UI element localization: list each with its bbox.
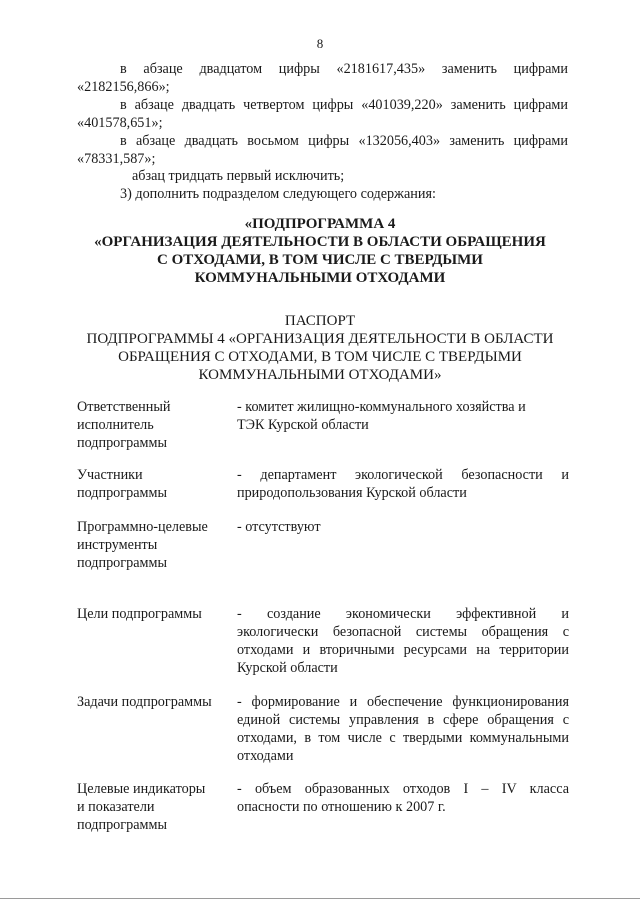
row-label-line: инструменты xyxy=(77,537,158,553)
intro-line-7: абзац тридцать первый исключить; xyxy=(132,168,345,184)
subprogram-title-line-4: КОММУНАЛЬНЫМИ ОТХОДАМИ xyxy=(194,270,446,286)
subprogram-title-line-1: «ПОДПРОГРАММА 4 xyxy=(244,216,396,232)
row-label-goals xyxy=(77,605,227,623)
intro-line-2: «2182156,866»; xyxy=(77,79,170,95)
row-value-line: опасности по отношению к 2007 г. xyxy=(237,799,446,815)
row-value-line: - отсутствуют xyxy=(237,519,321,535)
row-label-instruments xyxy=(77,518,227,572)
row-value-goals xyxy=(237,605,569,677)
intro-line-4: «401578,651»; xyxy=(77,115,163,131)
row-label-line: подпрограммы xyxy=(77,435,167,451)
row-value-responsible xyxy=(237,398,569,434)
row-value-tasks xyxy=(237,693,569,765)
row-label-line: подпрограммы xyxy=(77,485,167,501)
row-value-line: ТЭК Курской области xyxy=(237,417,369,433)
row-label-line: Участники xyxy=(77,467,143,483)
row-label-participants xyxy=(77,466,227,502)
row-label-line: Ответственный xyxy=(77,399,171,415)
row-label-responsible xyxy=(77,398,227,452)
row-label-indicators xyxy=(77,780,227,834)
page-number: 8 xyxy=(316,36,324,51)
passport-title-line-3: КОММУНАЛЬНЫМИ ОТХОДАМИ» xyxy=(198,367,442,383)
intro-line-6: «78331,587»; xyxy=(77,151,156,167)
row-value-participants xyxy=(237,466,569,502)
intro-line-5: в абзаце двадцать восьмом цифры «132056,403» заменить цифрами xyxy=(120,133,568,149)
row-label-line: подпрограммы xyxy=(77,555,167,571)
intro-line-8: 3) дополнить подразделом следующего содержания: xyxy=(120,186,436,202)
row-label-tasks xyxy=(77,693,227,711)
row-value-line: - создание экономически эффективной и xyxy=(237,606,569,622)
row-value-line: экологически безопасной системы обращения с xyxy=(237,624,569,640)
row-value-line: отходами, в том числе с твердыми коммунальными xyxy=(237,730,569,746)
row-label-line: исполнитель xyxy=(77,417,154,433)
intro-line-1: в абзаце двадцатом цифры «2181617,435» заменить цифрами xyxy=(120,61,568,77)
row-value-line: - департамент экологической безопасности и xyxy=(237,467,569,483)
row-label-line: Цели подпрограммы xyxy=(77,606,202,622)
row-value-indicators xyxy=(237,780,569,816)
row-value-line: - формирование и обеспечение функционирования xyxy=(237,694,569,710)
row-value-line: - объем образованных отходов I – IV класса xyxy=(237,781,569,797)
row-label-line: Задачи подпрограммы xyxy=(77,694,212,710)
subprogram-title-line-2: «ОРГАНИЗАЦИЯ ДЕЯТЕЛЬНОСТИ В ОБЛАСТИ ОБРАЩЕНИЯ xyxy=(94,234,546,250)
row-value-line: - комитет жилищно-коммунального хозяйства и xyxy=(237,399,526,415)
row-value-instruments xyxy=(237,518,569,536)
row-label-line: Программно-целевые xyxy=(77,519,208,535)
row-value-line: Курской области xyxy=(237,660,338,676)
row-label-line: и показатели xyxy=(77,799,155,815)
subprogram-title-line-3: С ОТХОДАМИ, В ТОМ ЧИСЛЕ С ТВЕРДЫМИ xyxy=(157,252,483,268)
passport-title-line-2: ОБРАЩЕНИЯ С ОТХОДАМИ, В ТОМ ЧИСЛЕ С ТВЕРДЫМИ xyxy=(118,349,522,365)
passport-title-line-1: ПОДПРОГРАММЫ 4 «ОРГАНИЗАЦИЯ ДЕЯТЕЛЬНОСТИ В ОБЛАСТИ xyxy=(86,331,554,347)
row-value-line: отходами xyxy=(237,748,294,764)
row-label-line: Целевые индикаторы xyxy=(77,781,206,797)
row-value-line: отходами и вторичными ресурсами на территории xyxy=(237,642,569,658)
row-value-line: единой системы управления в сфере обращения с xyxy=(237,712,569,728)
page-bottom-edge xyxy=(0,898,640,899)
passport-heading: ПАСПОРТ xyxy=(284,313,356,329)
row-label-line: подпрограммы xyxy=(77,817,167,833)
intro-line-3: в абзаце двадцать четвертом цифры «401039,220» заменить цифрами xyxy=(120,97,568,113)
row-value-line: природопользования Курской области xyxy=(237,485,467,501)
